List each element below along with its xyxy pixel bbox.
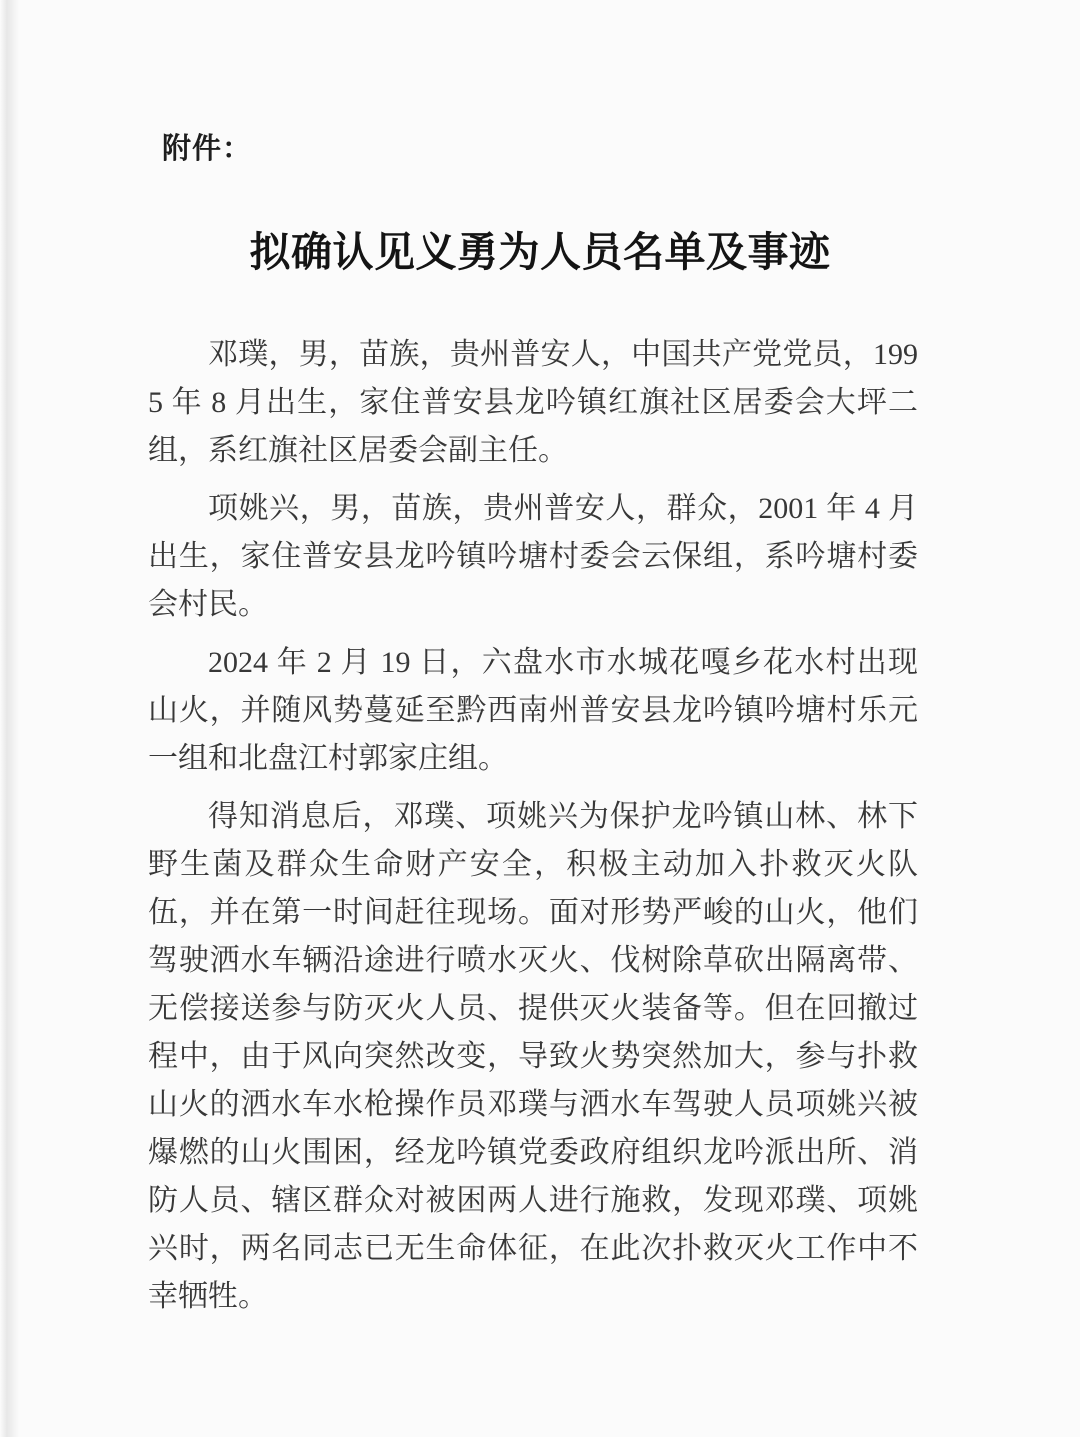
paragraph: 2024 年 2 月 19 日，六盘水市水城花嘎乡花水村出现山火，并随风势蔓延至黔西南州普安县龙吟镇吟塘村乐元一组和北盘江村郭家庄组。 (148, 646, 918, 775)
attachment-label: 附件： (162, 133, 253, 165)
paragraph: 项姚兴，男，苗族，贵州普安人，群众，2001 年 4 月出生，家住普安县龙吟镇吟塘村委会云保组，系吟塘村委会村民。 (148, 492, 918, 621)
scan-edge-artifact (0, 0, 20, 1437)
document-title: 拟确认见义勇为人员名单及事迹 (249, 229, 831, 275)
paragraph: 得知消息后，邓璞、项姚兴为保护龙吟镇山林、林下野生菌及群众生命财产安全，积极主动加入扑救灭火队伍，并在第一时间赶往现场。面对形势严峻的山火，他们驾驶洒水车辆沿途进行喷水灭火、伐树除草砍出隔离带、无偿接送参与防灭火人员、提供灭火装备等。但在回撤过程中，由于风向突然改变，导致火势突然加大，参与扑救山火的洒水车水枪操作员邓璞与洒水车驾驶人员项姚兴被爆燃的山火围困，经龙吟镇党委政府组织龙吟派出所、消防人员、辖区群众对被困两人进行施救，发现邓璞、项姚兴时，两名同志已无生命体征，在此次扑救灭火工作中不幸牺牲。 (148, 800, 918, 1313)
paragraph: 邓璞，男，苗族，贵州普安人，中国共产党党员，1995 年 8 月出生，家住普安县龙吟镇红旗社区居委会大坪二组，系红旗社区居委会副主任。 (148, 338, 918, 467)
document-body (148, 331, 918, 1321)
